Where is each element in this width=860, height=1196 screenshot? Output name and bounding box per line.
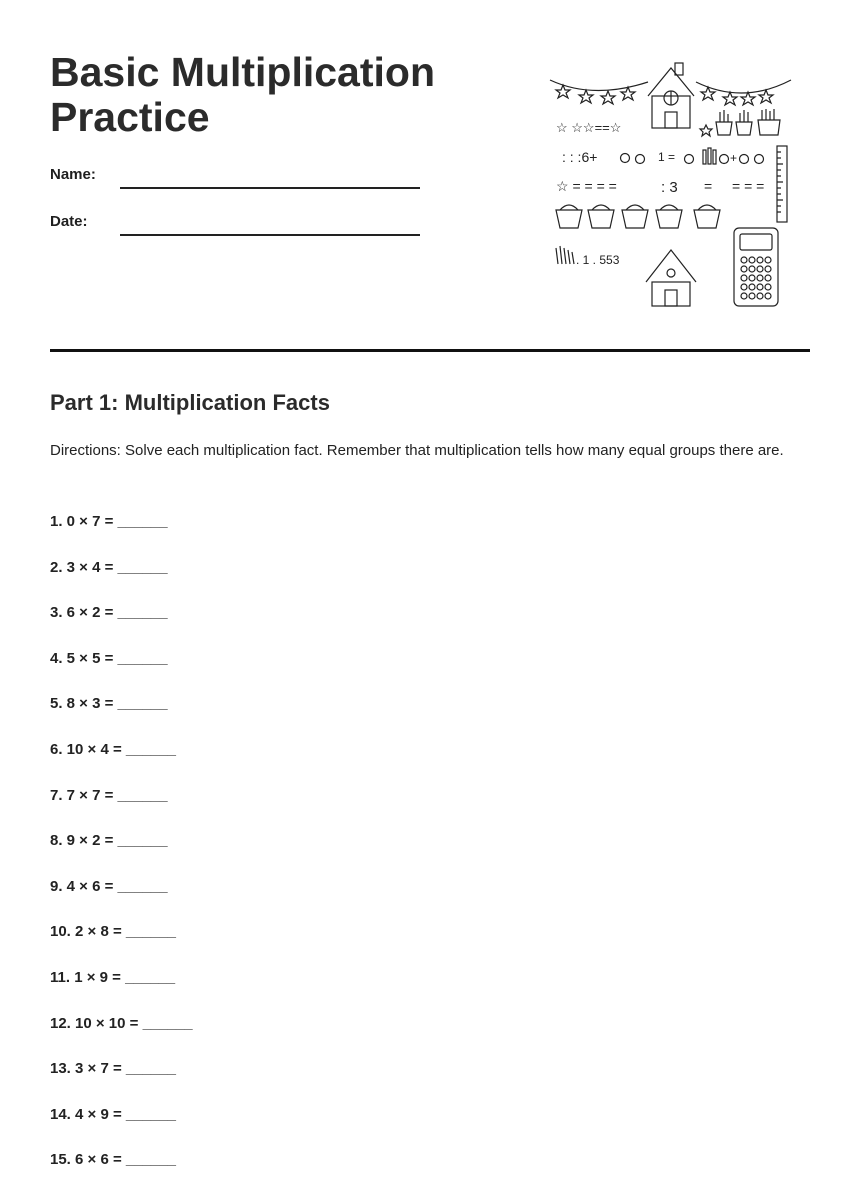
doodle-row4c: = bbox=[704, 178, 713, 194]
doodle-row3c: + bbox=[730, 151, 738, 165]
doodle-row6: . 1 . 553 bbox=[576, 253, 620, 267]
problem-item: 3. 6 × 2 = ______ bbox=[50, 604, 168, 622]
doodle-row4d: = = = bbox=[732, 178, 765, 194]
pencil-bundle-icon bbox=[556, 246, 574, 264]
part1-title: Part 1: Multiplication Facts bbox=[50, 390, 330, 415]
classroom-math-doodles-icon bbox=[548, 60, 798, 310]
part1-directions: Directions: Solve each multiplication fact. Remember that multiplication tells how many equal groups there are. bbox=[50, 442, 784, 459]
apple-baskets-icon bbox=[556, 205, 720, 228]
pencil-cups-icon bbox=[700, 109, 780, 136]
apples-icon bbox=[621, 154, 764, 164]
doodle-row3b: 1 = bbox=[658, 150, 676, 164]
problem-item: 7. 7 × 7 = ______ bbox=[50, 786, 168, 804]
worksheet-title: Basic Multiplication Practice bbox=[50, 49, 435, 140]
problem-item: 4. 5 × 5 = ______ bbox=[50, 649, 168, 667]
pencils-icon bbox=[703, 148, 716, 164]
problem-list bbox=[50, 512, 193, 1196]
schoolhouse-small-icon bbox=[646, 250, 696, 306]
calculator-icon bbox=[734, 228, 778, 306]
doodle-row4a: ☆ = = = = bbox=[556, 178, 617, 194]
problem-item: 9. 4 × 6 = ______ bbox=[50, 877, 168, 895]
problem-item: 11. 1 × 9 = ______ bbox=[50, 968, 176, 986]
problem-item: 13. 3 × 7 = ______ bbox=[50, 1060, 176, 1078]
date-label: Date: bbox=[50, 213, 88, 230]
doodle-row4b: : 3 bbox=[661, 179, 678, 196]
doodle-row3a: : : :6+ bbox=[562, 149, 598, 165]
problem-item: 1. 0 × 7 = ______ bbox=[50, 513, 168, 530]
problem-item: 12. 10 × 10 = ______ bbox=[50, 1014, 193, 1032]
problem-item: 14. 4 × 9 = ______ bbox=[50, 1105, 176, 1123]
name-line bbox=[120, 187, 420, 189]
problem-item: 10. 2 × 8 = ______ bbox=[50, 923, 176, 941]
bunting-stars-right bbox=[701, 87, 773, 105]
header-divider bbox=[50, 349, 810, 352]
date-line bbox=[120, 234, 420, 236]
ruler-icon bbox=[777, 146, 787, 222]
problem-item: 5. 8 × 3 = ______ bbox=[50, 695, 168, 713]
doodle-row2: ☆ ☆☆==☆ bbox=[556, 120, 622, 135]
problem-item: 15. 6 × 6 = ______ bbox=[50, 1151, 176, 1169]
problem-item: 2. 3 × 4 = ______ bbox=[50, 558, 168, 576]
problem-item: 8. 9 × 2 = ______ bbox=[50, 832, 168, 850]
schoolhouse-icon bbox=[648, 63, 694, 128]
problem-item: 6. 10 × 4 = ______ bbox=[50, 740, 176, 758]
name-label: Name: bbox=[50, 166, 96, 183]
